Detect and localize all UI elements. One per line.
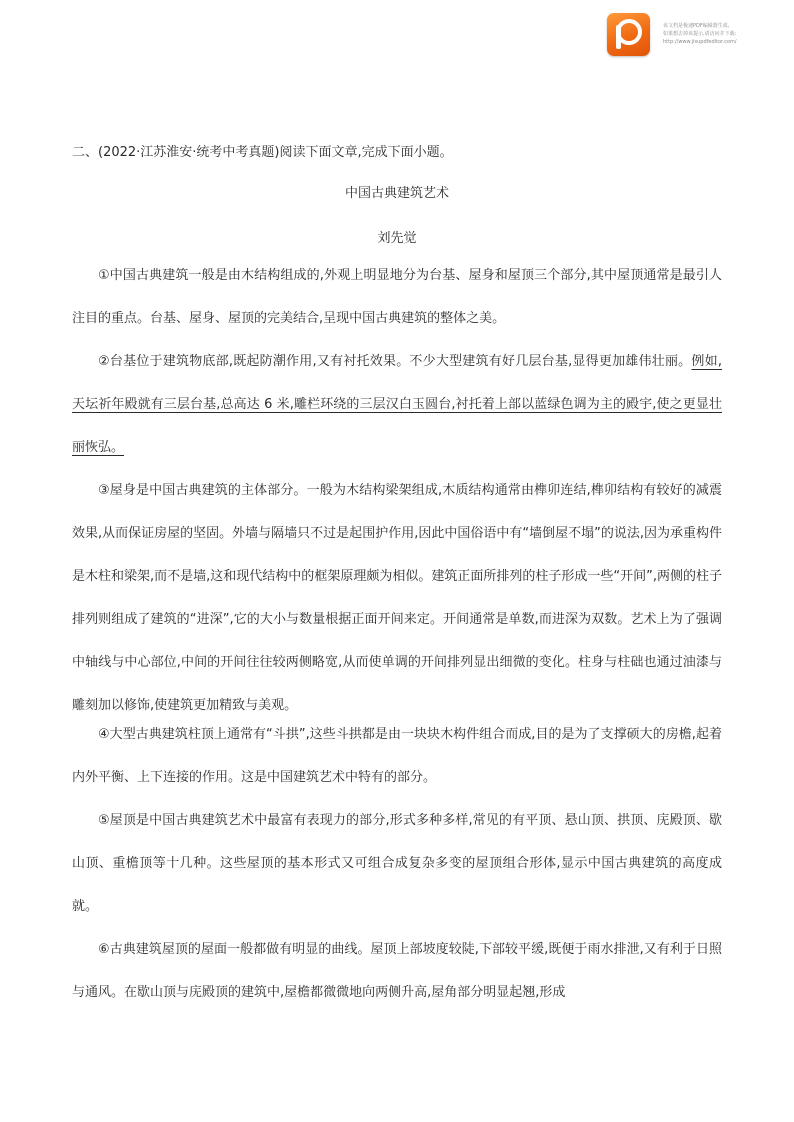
paragraph-4: ④大型古典建筑柱顶上通常有“斗拱”,这些斗拱都是由一块块木构件组合而成,目的是为了支撑硕大的房檐,起着内外平衡、上下连接的作用。这是中国建筑艺术中特有的部分。 — [72, 727, 722, 785]
watermark-notice — [663, 22, 791, 46]
paragraph-5: ⑤屋顶是中国古典建筑艺术中最富有表现力的部分,形式多种多样,常见的有平顶、悬山顶、拱顶、庑殿顶、歇山顶、重檐顶等十几种。这些屋顶的基本形式又可组合成复杂多变的屋顶组合形体,显示中国古典建筑的高度成就。 — [72, 813, 722, 914]
watermark-line: 该文档是极速PDF编辑器生成, — [663, 23, 730, 29]
watermark-link: http://www.jisupdfeditor.com/ — [663, 39, 737, 45]
paragraph-2 — [72, 340, 722, 469]
pdf-editor-logo-icon — [607, 13, 650, 56]
paragraph-2-text: ②台基位于建筑物底部,既起防潮作用,又有衬托效果。不少大型建筑有好几层台基,显得更加雄伟壮丽。 — [98, 354, 692, 369]
article-title: 中国古典建筑艺术 — [344, 186, 449, 201]
question-heading: 二、(2022·江苏淮安·统考中考真题)阅读下面文章,完成下面小题。 — [72, 145, 453, 160]
paragraph-6: ⑥古典建筑屋顶的屋面一般都做有明显的曲线。屋顶上部坡度较陡,下部较平缓,既便于雨水排泄,又有利于日照与通风。在歇山顶与庑殿顶的建筑中,屋檐都微微地向两侧升高,屋角部分明显起翘,形成 — [72, 942, 722, 1000]
article-author: 刘先觉 — [377, 231, 417, 246]
paragraph-1: ①中国古典建筑一般是由木结构组成的,外观上明显地分为台基、屋身和屋顶三个部分,其中屋顶通常是最引人注目的重点。台基、屋身、屋顶的完美结合,呈现中国古典建筑的整体之美。 — [72, 268, 722, 326]
watermark-line: 如果想去掉该提示,请访问并下载: — [663, 31, 737, 37]
underlined-sentence: 例如,天坛祈年殿就有三层台基,总高达 6 米,雕栏环绕的三层汉白玉圆台,衬托着上部以蓝绿色调为主的殿宇,使之更显壮丽恢弘。 — [72, 354, 722, 455]
paragraph-3: ③屋身是中国古典建筑的主体部分。一般为木结构梁架组成,木质结构通常由榫卯连结,榫卯结构有较好的减震效果,从而保证房屋的坚固。外墙与隔墙只不过是起围护作用,因此中国俗语中有“墙倒屋不塌”的说法,因为承重构件是木柱和梁架,而不是墙,这和现代结构中的框架原理颇为相似。建筑正面所排列的柱子形成一些“开间”,两侧的柱子排列则组成了建筑的“进深”,它的大小与数量根据正面开间来定。开间通常是单数,而进深为双数。艺术上为了强调中轴线与中心部位,中间的开间往往较两侧略宽,从而使单调的开间排列显出细微的变化。柱身与柱础也通过油漆与雕刻加以修饰,使建筑更加精致与美观。 — [72, 483, 722, 713]
